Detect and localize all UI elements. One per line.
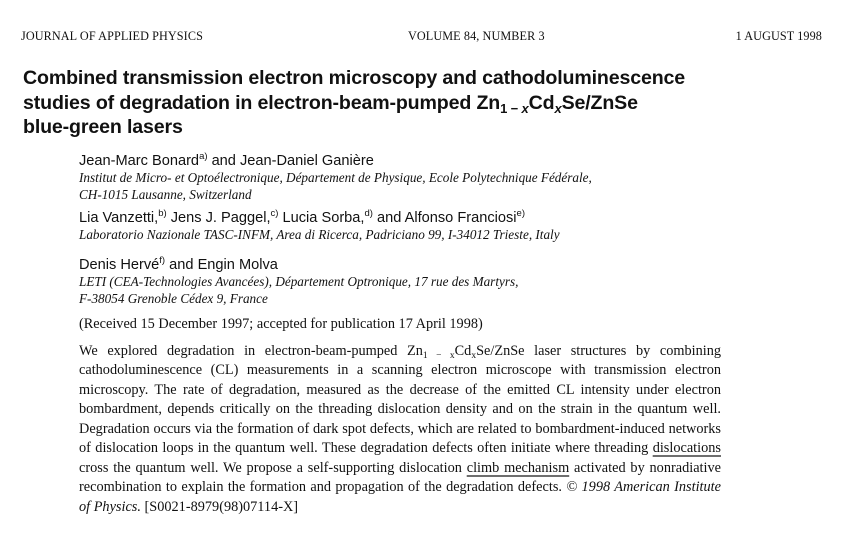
author-list: Denis Hervé$^{f)}$ and Engin Molva [79,255,278,273]
affiliation-line: CH-1015 Lausanne, Switzerland [79,186,252,202]
footnote-mark: f) [159,255,166,266]
author-group-2 [79,209,779,244]
author-name: Lucia Sorba, [282,210,365,226]
journal-header [21,29,822,45]
footnote-mark: d) [364,208,373,219]
copyright-notice: © 1998 American Institute of Physics. [79,479,721,515]
volume-number: VOLUME 84, NUMBER 3 [408,29,545,43]
subscript-1-minus-x: 1 − x [500,100,529,116]
author-name: Denis Hervé [79,257,160,273]
footnote-mark: b) [158,208,167,219]
author-group-1 [79,152,779,203]
issue-date: 1 AUGUST 1998 [735,29,822,43]
footnote-mark: e) [516,208,525,219]
title-line-1: Combined transmission electron microscopy and cathodoluminescence [23,67,686,89]
affiliation-line: F-38054 Grenoble Cédex 9, France [79,290,268,306]
affiliation-line: Institut de Micro- et Optoélectronique, Département de Physique, Ecole Polytechnique Fédérale, [79,170,592,185]
abstract: We explored degradation in electron-beam-pumped $Zn_{1 - x}Cd_xSe$/ZnSe laser structures by combining cathodoluminescence (CL) measurements in a scanning electron microscope with transmission electron microscopy. The rate of degradation, measured as the decrease of the emitted CL intensity under electron bombardment, depends critically on the threading dislocation density and on the strain in the quantum well. Degradation occurs via the formation of dark spot defects, which are related to bombardment-induced networks of dislocation loops in the quantum well. These degradation defects often initiate where threading dislocations cross the quantum well. We propose a self-supporting dislocation climb mechanism activated by nonradiative recombination to explain the formation and propagation of the degradation defects. © 1998 American Institute of Physics. [S0021-8979(98)07114-X] [79,343,722,515]
author-list: Lia Vanzetti,$^{b)}$ Jens J. Paggel,$^{c)}$ Lucia Sorba,$^{d)}$ and Alfonso Franciosi$^{e)}$ [79,208,525,226]
paper-title [23,66,823,140]
title-line-3: blue-green lasers [23,116,183,138]
author-name: Jean-Daniel Ganière [239,153,374,169]
author-name: Jens J. Paggel, [170,210,271,226]
subscript-1-minus-x: 1 − x [422,351,455,361]
highlighted-term-climb-mechanism[interactable]: climb mechanism [466,459,570,476]
subscript-x: x [471,351,477,361]
author-name: Engin Molva [197,257,278,273]
affiliation-line: LETI (CEA-Technologies Avancées), Département Optronique, 17 rue des Martyrs, [79,274,519,289]
author-group-3 [79,256,779,307]
highlighted-term-dislocations[interactable]: dislocations [652,440,721,457]
affiliation-line: Laboratorio Nazionale TASC-INFM, Area di Ricerca, Padriciano 99, I-34012 Trieste, Italy [79,227,560,242]
title-line-2: studies of degradation in electron-beam-pumped $Zn_{1 - x}Cd_xSe$/ZnSe [23,91,638,116]
doi-code: [S0021-8979(98)07114-X] [140,498,299,515]
subscript-x: x [554,100,562,116]
footnote-mark: c) [270,208,279,219]
received-dates: (Received 15 December 1997; accepted for publication 17 April 1998) [79,316,483,332]
footnote-mark: a) [199,151,208,162]
author-name: Lia Vanzetti, [79,210,159,226]
author-name: Alfonso Franciosi [404,210,517,226]
author-list: Jean-Marc Bonard$^{a)}$ and Jean-Daniel Ganière [79,151,374,169]
author-name: Jean-Marc Bonard [79,153,200,169]
journal-name: JOURNAL OF APPLIED PHYSICS [21,29,203,43]
